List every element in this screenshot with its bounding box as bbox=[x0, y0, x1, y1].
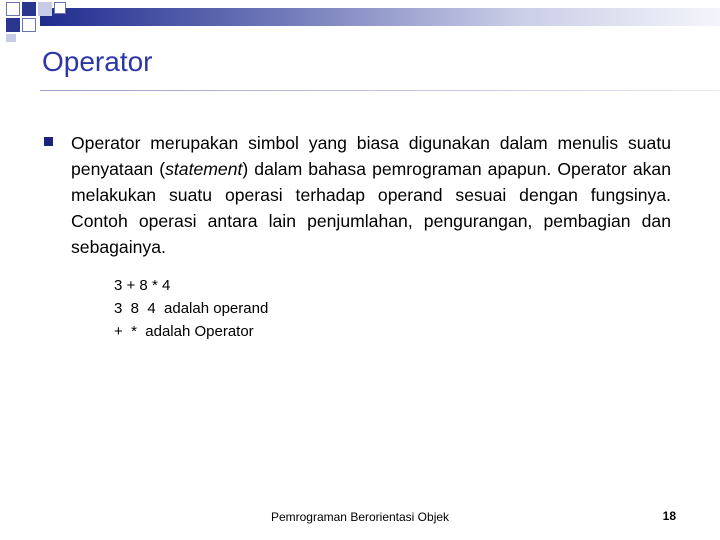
decor-square bbox=[22, 2, 36, 16]
decor-square bbox=[6, 34, 16, 42]
example-expression: 3 + 8 * 4 bbox=[114, 277, 171, 294]
decor-square bbox=[54, 2, 66, 14]
header-gradient-bar bbox=[40, 8, 720, 26]
decor-square bbox=[22, 18, 36, 32]
footer-course-title: Pemrograman Berorientasi Objek bbox=[270, 510, 450, 524]
paragraph-text: ) dalam bahasa pemrograman apapun. Operator akan melakukan suatu operasi terhadap operand sesuai dengan fungsinya. Contoh operasi antara lain penjumlahan, pengurangan, pembagian dan sebagainya. bbox=[71, 159, 671, 257]
example-operators: + * adalah Operator bbox=[114, 323, 254, 340]
example-block bbox=[114, 274, 268, 343]
example-operands: 3 8 4 adalah operand bbox=[114, 300, 269, 317]
decor-square bbox=[6, 18, 20, 32]
footer bbox=[0, 510, 720, 524]
square-bullet-icon bbox=[44, 137, 53, 146]
body-paragraph bbox=[71, 130, 671, 260]
page-number: 18 bbox=[662, 509, 676, 523]
decor-square bbox=[6, 2, 20, 16]
paragraph-italic-term: statement bbox=[165, 159, 243, 179]
paragraph-text: Operator merupakan simbol yang biasa digunakan dalam menulis suatu penyataan ( bbox=[71, 133, 671, 179]
header-decoration bbox=[0, 0, 720, 40]
decor-square bbox=[38, 2, 52, 16]
slide-title: Operator bbox=[42, 46, 153, 77]
title-divider bbox=[40, 90, 720, 91]
